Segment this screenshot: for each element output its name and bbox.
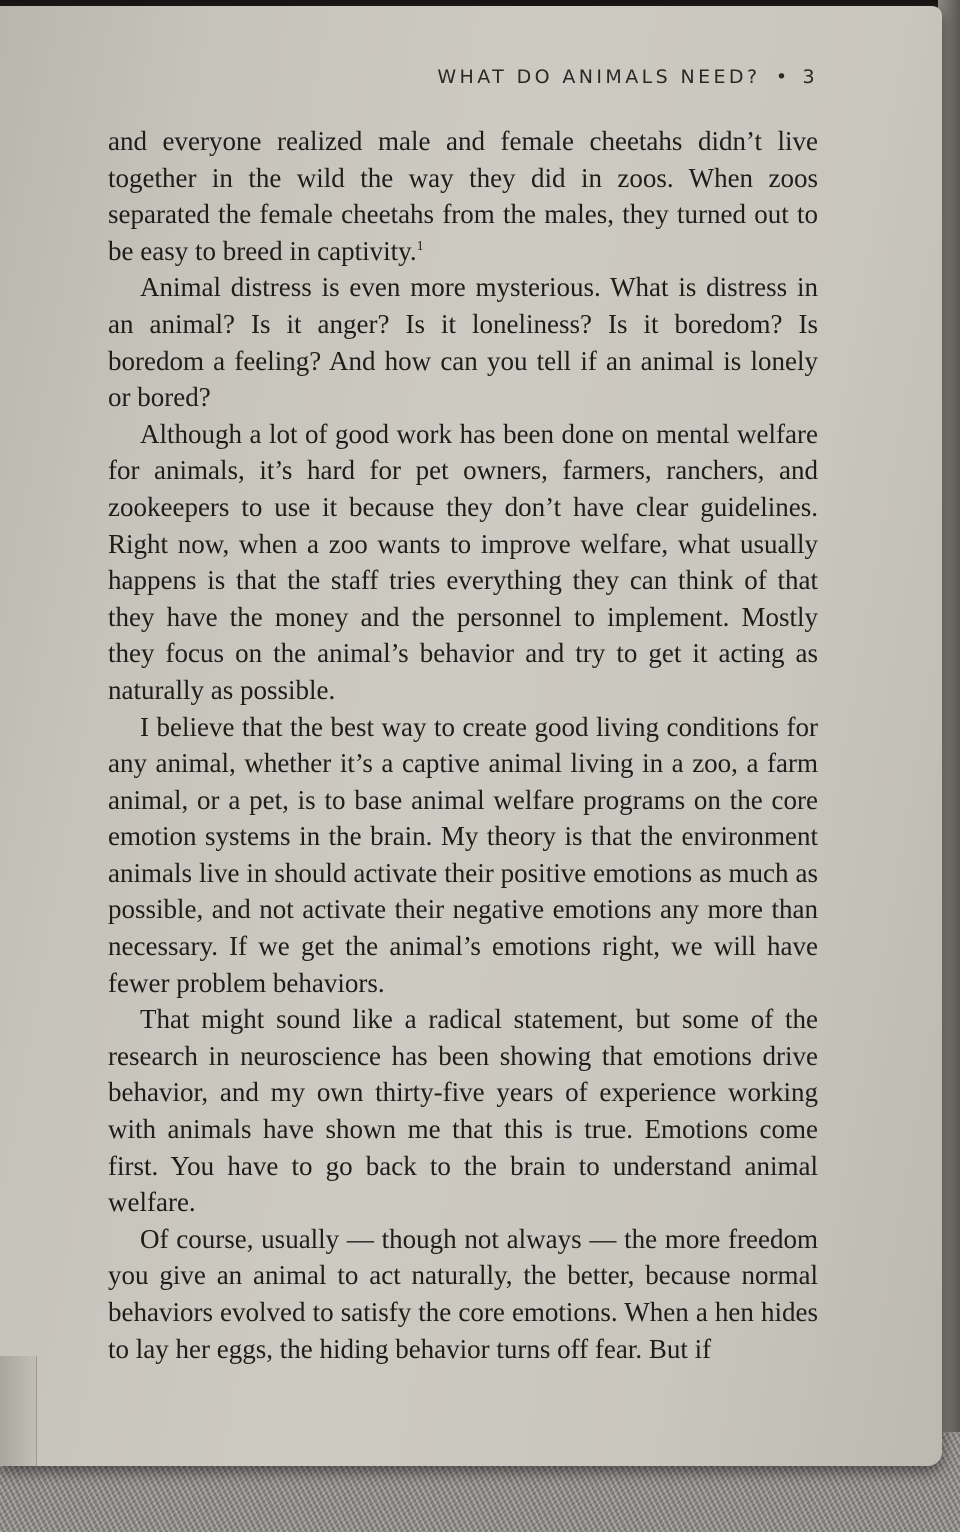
footnote-marker: 1 xyxy=(416,238,424,254)
paragraph: Of course, usually — though not always — the more freedom you give an animal to act naturally, the better, because normal behaviors evolved to satisfy the core emotions. When a hen hides to lay her eggs, the hiding behavior turns off fear. But if xyxy=(108,1223,818,1364)
book-page xyxy=(0,6,942,1466)
paragraph xyxy=(108,123,818,269)
body-text xyxy=(108,123,818,1367)
chapter-title: WHAT DO ANIMALS NEED? xyxy=(437,66,761,88)
running-head xyxy=(437,66,818,88)
bullet-separator: • xyxy=(775,66,791,88)
paragraph: Animal distress is even more mysterious. What is distress in an animal? Is it anger? Is it loneliness? Is it boredom? Is boredom a feeling? And how can you tell if an animal is lonely or bored? xyxy=(108,272,818,413)
page-number: 3 xyxy=(802,66,818,88)
paragraph: That might sound like a radical statement, but some of the research in neuroscience has been showing that emotions drive behavior, and my own thirty-five years of experience working with animals have shown me that this is true. Emotions come first. You have to go back to the brain to understand animal welfare. xyxy=(108,1004,818,1218)
paragraph-text: and everyone realized male and female cheetahs didn’t live together in the wild the way they did in zoos. When zoos separated the female cheetahs from the males, they turned out to be easy to breed in captivity. xyxy=(108,126,818,266)
page-fold xyxy=(0,1356,37,1466)
paragraph: I believe that the best way to create good living conditions for any animal, whether it’s a captive animal living in a zoo, a farm animal, or a pet, is to base animal welfare programs on the core emotion systems in the brain. My theory is that the environment animals live in should activate their positive emotions as much as possible, and not activate their negative emotions any more than necessary. If we get the animal’s emotions right, we will have fewer problem behaviors. xyxy=(108,711,818,998)
paragraph: Although a lot of good work has been done on mental welfare for animals, it’s hard for pet owners, farmers, ranchers, and zookeepers to use it because they don’t have clear guidelines. Right now, when a zoo wants to improve welfare, what usually happens is that the staff tries everything they can think of that they have the money and the personnel to implement. Mostly they focus on the animal’s behavior and try to get it acting as naturally as possible. xyxy=(108,418,818,705)
